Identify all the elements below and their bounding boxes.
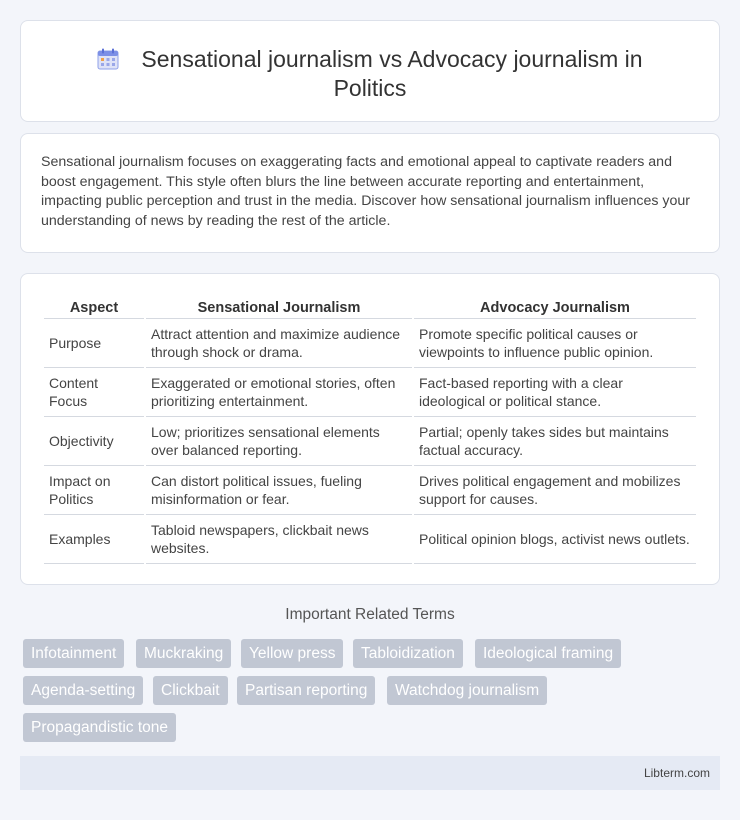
calendar-icon [97, 48, 119, 70]
table-row [44, 417, 696, 466]
table-row [44, 466, 696, 515]
tag-agenda-setting[interactable]: Agenda-setting [23, 676, 143, 705]
header-card [20, 20, 720, 122]
aspect-cell: Purpose [44, 319, 144, 368]
aspect-cell: Content Focus [44, 368, 144, 417]
aspect-cell: Impact on Politics [44, 466, 144, 515]
aspect-cell: Examples [44, 515, 144, 564]
header-sensational: Sensational Journalism [146, 293, 412, 319]
sensational-cell: Attract attention and maximize audience through shock or drama. [146, 319, 412, 368]
tag-clickbait[interactable]: Clickbait [153, 676, 228, 705]
tag-infotainment[interactable]: Infotainment [23, 639, 124, 668]
intro-card [20, 133, 720, 253]
advocacy-cell: Political opinion blogs, activist news outlets. [414, 515, 696, 564]
tag-watchdog-journalism[interactable]: Watchdog journalism [387, 676, 547, 705]
table-header-row [44, 293, 696, 319]
sensational-cell: Tabloid newspapers, clickbait news websites. [146, 515, 412, 564]
advocacy-cell: Promote specific political causes or viewpoints to influence public opinion. [414, 319, 696, 368]
advocacy-cell: Drives political engagement and mobilizes support for causes. [414, 466, 696, 515]
tag-yellow-press[interactable]: Yellow press [241, 639, 343, 668]
aspect-cell: Objectivity [44, 417, 144, 466]
tag-ideological-framing[interactable]: Ideological framing [475, 639, 621, 668]
page-title: Sensational journalism vs Advocacy journalism in Politics [141, 46, 643, 101]
footer [20, 756, 720, 790]
related-terms-title: Important Related Terms [285, 606, 455, 623]
sensational-cell: Exaggerated or emotional stories, often prioritizing entertainment. [146, 368, 412, 417]
comparison-card [20, 273, 720, 585]
advocacy-cell: Fact-based reporting with a clear ideological or political stance. [414, 368, 696, 417]
header-advocacy: Advocacy Journalism [414, 293, 696, 319]
advocacy-cell: Partial; openly takes sides but maintains factual accuracy. [414, 417, 696, 466]
tag-partisan-reporting[interactable]: Partisan reporting [237, 676, 375, 705]
tag-tabloidization[interactable]: Tabloidization [353, 639, 463, 668]
table-row [44, 319, 696, 368]
tag-muckraking[interactable]: Muckraking [136, 639, 231, 668]
comparison-table [42, 293, 698, 564]
sensational-cell: Low; prioritizes sensational elements over balanced reporting. [146, 417, 412, 466]
page-title-row [21, 45, 719, 103]
intro-paragraph: Sensational journalism focuses on exaggerating facts and emotional appeal to captivate readers and boost engagement. This style often blurs the line between accurate reporting and entertainment, impacting public perception and trust in the media. Discover how sensational journalism influences your understanding of news by reading the rest of the article. [41, 154, 691, 229]
footer-site-link[interactable]: Libterm.com [643, 766, 710, 780]
tag-propagandistic-tone[interactable]: Propagandistic tone [23, 713, 176, 742]
header-aspect: Aspect [44, 293, 144, 319]
table-row [44, 515, 696, 564]
sensational-cell: Can distort political issues, fueling misinformation or fear. [146, 466, 412, 515]
table-row [44, 368, 696, 417]
